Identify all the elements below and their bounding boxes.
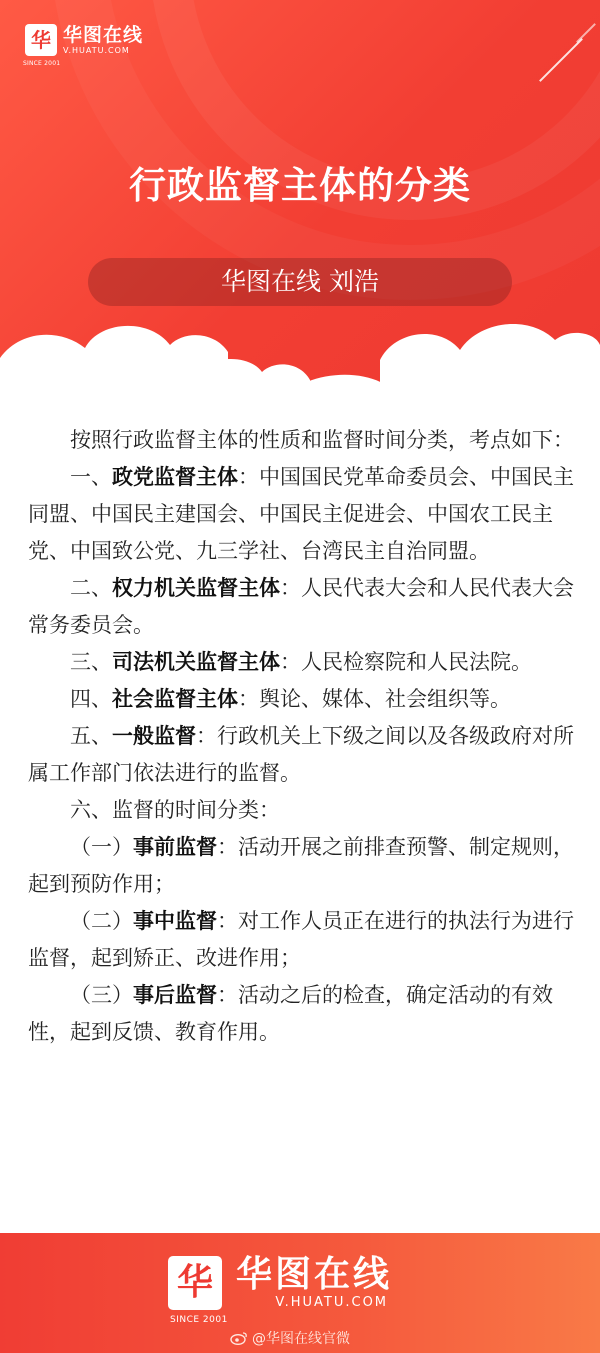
cloud-divider [0,300,600,400]
logo-name: 华图在线 [236,1254,393,1295]
author-badge: 华图在线 刘浩 [88,258,512,306]
list-item: 四、社会监督主体：舆论、媒体、社会组织等。 [70,687,511,711]
weibo-icon [230,1331,248,1345]
list-item: （二）事中监督：对工作人员正在进行的执法行为进行监督，起到矫正、改进作用； [28,909,574,970]
weibo-label: @华图在线官微 [252,1331,350,1347]
footer-banner [0,1233,600,1353]
footer-logo[interactable] [168,1254,393,1325]
logo-url: V.HUATU.COM [63,46,130,55]
list-item: （一）事前监督：活动开展之前排查预警、制定规则，起到预防作用； [28,835,574,896]
list-item: （三）事后监督：活动之后的检查，确定活动的有效性，起到反馈、教育作用。 [28,983,553,1044]
logo-mark-icon: 华 [168,1256,222,1310]
intro-paragraph: 按照行政监督主体的性质和监督时间分类，考点如下： [70,428,574,452]
logo-since: SINCE 2001 [23,60,61,67]
list-item: 三、司法机关监督主体：人民检察院和人民法院。 [70,650,532,674]
header-banner [0,0,600,400]
page-title: 行政监督主体的分类 [129,164,471,207]
article-body [28,422,576,1051]
logo-url: V.HUATU.COM [275,1295,389,1310]
list-item: 六、监督的时间分类： [70,798,280,822]
logo-since: SINCE 2001 [170,1315,228,1325]
list-item: 一、政党监督主体：中国国民党革命委员会、中国民主同盟、中国民主建国会、中国民主促进会、中国农工民主党、中国致公党、九三学社、台湾民主自治同盟。 [28,465,574,563]
logo-mark-icon: 华 SINCE 2001 [25,24,57,56]
list-item: 二、权力机关监督主体：人民代表大会和人民代表大会常务委员会。 [28,576,574,637]
logo-name: 华图在线 [63,24,144,46]
weibo-handle[interactable] [230,1328,350,1348]
brand-logo[interactable] [23,24,144,67]
list-item: 五、一般监督：行政机关上下级之间以及各级政府对所属工作部门依法进行的监督。 [28,724,574,785]
